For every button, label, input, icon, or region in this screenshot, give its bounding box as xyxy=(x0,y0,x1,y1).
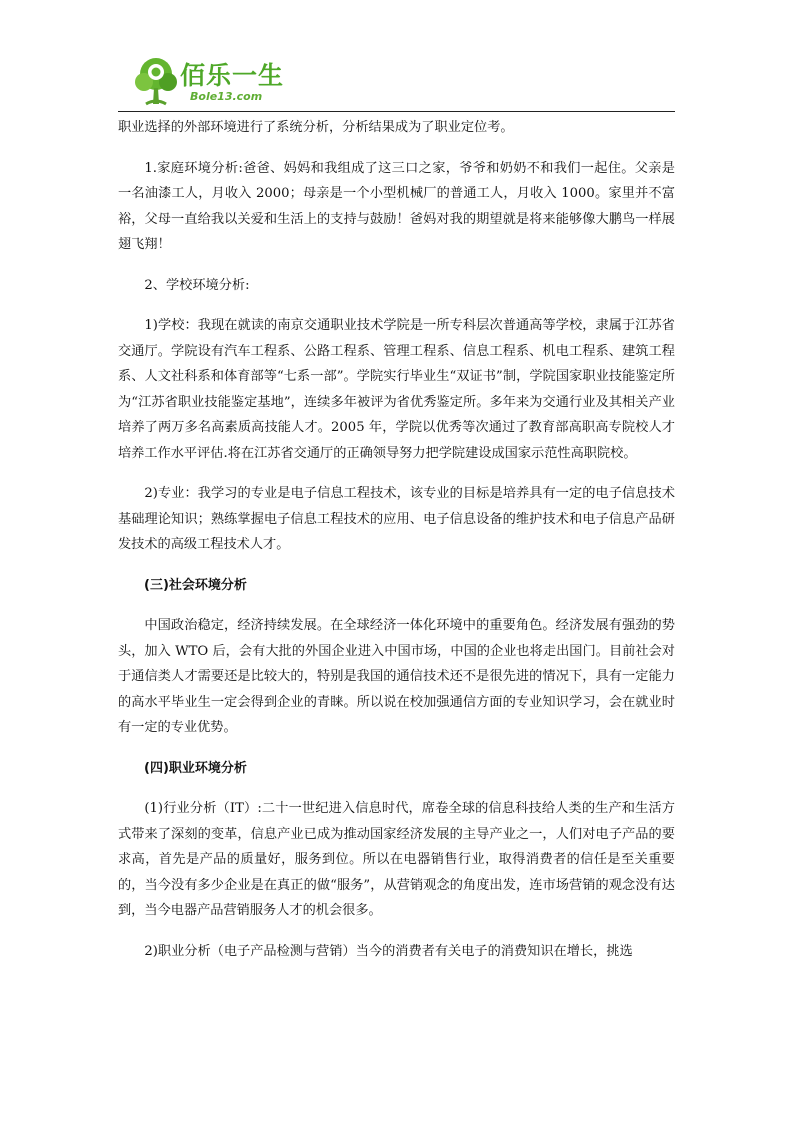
site-logo[interactable] xyxy=(132,52,302,110)
section-subheading: 2、学校环境分析: xyxy=(144,277,250,293)
section-heading: (三)社会环境分析 xyxy=(144,577,247,593)
paragraph: (1)行业分析（IT）:二十一世纪进入信息时代，席卷全球的信息科技给人类的生产和生活方式带来了深刻的变革，信息产业已成为推动国家经济发展的主导产业之一，人们对电子产品的要求高，首先是产品的质量好，服务到位。所以在电器销售行业，取得消费者的信任是至关重要的，当今没有多少企业是在真正的做“服务”，从营销观念的角度出发，连市场营销的观念没有达到，当今电器产品营销服务人才的机会很多。 xyxy=(118,801,675,918)
logo-url: Bole13.com xyxy=(190,90,263,103)
document-body xyxy=(118,115,675,979)
page-header xyxy=(118,52,675,112)
paragraph: 1.家庭环境分析:爸爸、妈妈和我组成了这三口之家，爷爷和奶奶不和我们一起住。父亲是一名油漆工人，月收入 2000；母亲是一个小型机械厂的普通工人，月收入 1000。家里并不富裕，父母一直给我以关爱和生活上的支持与鼓励！爸妈对我的期望就是将来能够像大鹏鸟一样展翅飞翔！ xyxy=(118,160,675,252)
paragraph: 职业选择的外部环境进行了系统分析，分析结果成为了职业定位考。 xyxy=(118,120,514,135)
paragraph: 2)专业：我学习的专业是电子信息工程技术，该专业的目标是培养具有一定的电子信息技术基础理论知识；熟练掌握电子信息工程技术的应用、电子信息设备的维护技术和电子信息产品研发技术的高级工程技术人才。 xyxy=(118,486,675,552)
tree-leaf-icon xyxy=(132,52,180,110)
section-heading: (四)职业环境分析 xyxy=(144,760,247,776)
paragraph: 中国政治稳定，经济持续发展。在全球经济一体化环境中的重要角色。经济发展有强劲的势头，加入 WTO 后，会有大批的外国企业进入中国市场，中国的企业也将走出国门。目前社会对于通信类人才需要还是比较大的，特别是我国的通信技术还不是很先进的情况下，具有一定能力的高水平毕业生一定会得到企业的青睐。所以说在校加强通信方面的专业知识学习，会在就业时有一定的专业优势。 xyxy=(118,618,675,735)
paragraph: 1)学校：我现在就读的南京交通职业技术学院是一所专科层次普通高等学校，隶属于江苏省交通厅。学院设有汽车工程系、公路工程系、管理工程系、信息工程系、机电工程系、建筑工程系、人文社科系和体育部等“七系一部”。学院实行毕业生“双证书”制，学院国家职业技能鉴定所为“江苏省职业技能鉴定基地”，连续多年被评为省优秀鉴定所。多年来为交通行业及其相关产业培养了两万多名高素质高技能人才。2005 年，学院以优秀等次通过了教育部高职高专院校人才培养工作水平评估.将在江苏省交通厅的正确领导努力把学院建设成国家示范性高职院校。 xyxy=(118,318,675,461)
logo-name: 佰乐一生 xyxy=(180,61,285,90)
paragraph: 2)职业分析（电子产品检测与营销）当今的消费者有关电子的消费知识在增长，挑选 xyxy=(144,943,633,959)
header-divider xyxy=(118,111,675,112)
